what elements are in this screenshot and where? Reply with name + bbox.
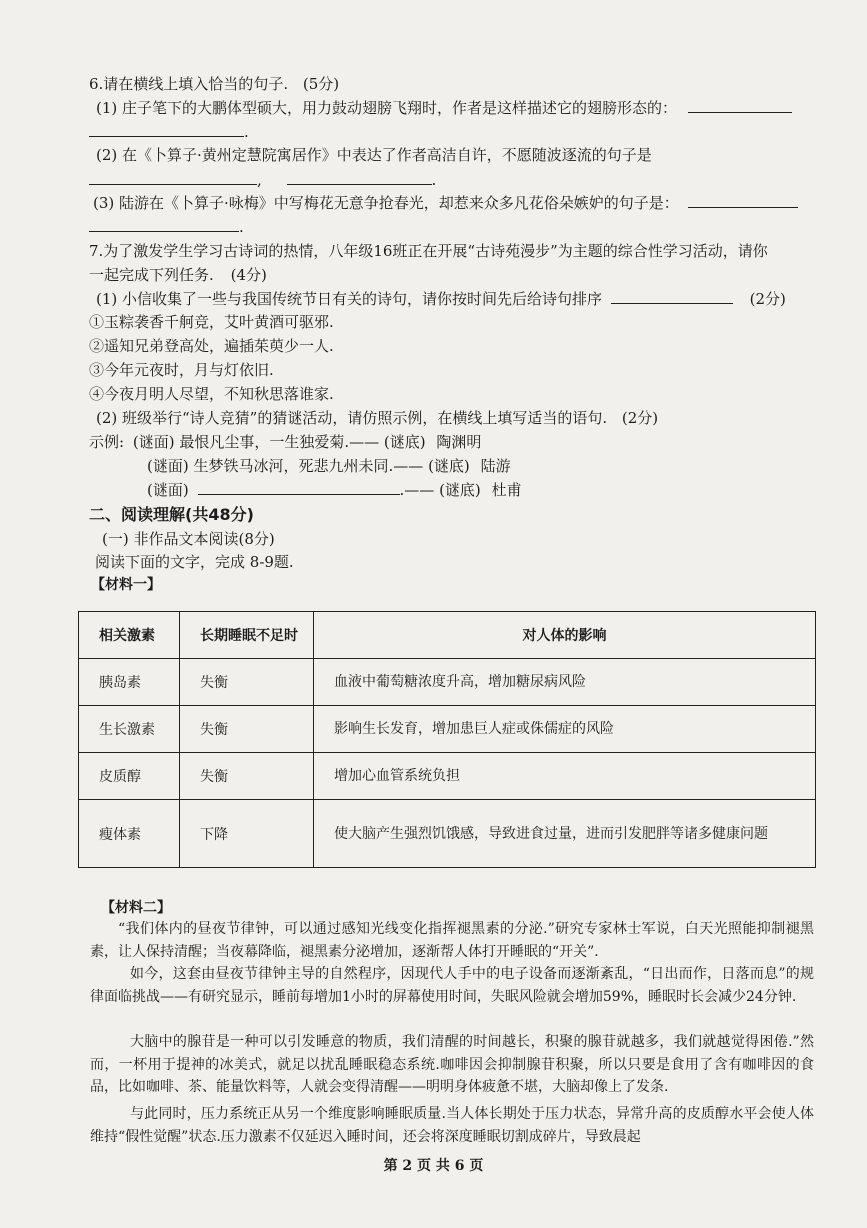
riddle-answer-label: (谜底)	[428, 457, 470, 475]
riddle-question-label: (谜面)	[132, 433, 175, 451]
answer-blank[interactable]	[198, 480, 400, 495]
material-two-label: 【材料二】	[101, 900, 171, 916]
riddle-answer: 杜甫	[491, 481, 522, 499]
riddle-question-label: (谜面)	[147, 481, 189, 499]
q7-score: (4分)	[230, 266, 267, 284]
q6-part1-text: (1) 庄子笔下的大鹏体型硕大，用力鼓动翅膀飞翔时，作者是这样描述它的翅膀形态的：	[96, 99, 678, 117]
table-header: 长期睡眠不足时	[180, 612, 314, 659]
answer-blank[interactable]	[688, 193, 798, 208]
example-label: 示例:	[89, 433, 125, 451]
table-row	[79, 800, 816, 868]
table-header: 相关激素	[79, 612, 180, 659]
q6-part2-blanks: , .	[89, 170, 436, 190]
option-1: ①玉粽袭香千舸竞，艾叶黄酒可驱邪.	[89, 313, 334, 331]
body-paragraph: 如今，这套由昼夜节律钟主导的自然程序，因现代人手中的电子设备而逐渐紊乱，“日出而作，日落而息”的规律面临挑战——有研究显示，睡前每增加1小时的屏幕使用时间，失眠风险就会增加59%，睡眠时长会减少24分钟.	[90, 966, 814, 1005]
table-cell: 胰岛素	[79, 659, 180, 706]
q6-score: (5分)	[302, 75, 340, 93]
table-row	[79, 753, 816, 800]
riddle-example-2	[147, 456, 511, 476]
q7-part1-text: (1) 小信收集了一些与我国传统节日有关的诗句，请你按时间先后给诗句排序	[96, 290, 603, 308]
q6-part2	[96, 145, 652, 165]
table-cell: 血液中葡萄糖浓度升高，增加糖尿病风险	[314, 659, 816, 706]
option-4: ④今夜月明人尽望，不知秋思落谁家.	[89, 385, 334, 403]
riddle-question-label: (谜面)	[147, 457, 189, 475]
q7-stem-text-2: 一起完成下列任务.	[89, 266, 214, 284]
material-one-label: 【材料一】	[91, 577, 161, 593]
table-row	[79, 659, 816, 706]
table-cell: 增加心血管系统负担	[314, 753, 816, 800]
body-paragraph: 与此同时，压力系统正从另一个维度影响睡眠质量.当人体长期处于压力状态，异常升高的皮质醇水平会使人体维持“假性觉醒”状态.压力激素不仅延迟入睡时间，还会将深度睡眠切割成碎片，导致晨起	[90, 1106, 814, 1145]
riddle-example-1	[89, 432, 481, 452]
riddle-task	[147, 480, 522, 500]
table-cell: 失衡	[180, 706, 314, 753]
q6-part1-cont: .	[89, 122, 249, 142]
q7-part2	[96, 408, 658, 428]
table-row	[79, 706, 816, 753]
q6-part2-text: (2) 在《卜算子·黄州定慧院寓居作》中表达了作者高洁自许，不愿随波逐流的句子是	[96, 146, 652, 164]
answer-blank[interactable]	[89, 122, 244, 137]
riddle-answer: 陶渊明	[436, 433, 482, 451]
subsection-title: (一) 非作品文本阅读(8分)	[102, 530, 275, 548]
table-header: 对人体的影响	[314, 612, 816, 659]
body-paragraph: “我们体内的昼夜节律钟，可以通过感知光线变化指挥褪黑素的分泌.”研究专家林士军说，白天光照能抑制褪黑素，让人保持清醒；当夜幕降临，褪黑素分泌增加，逐渐帮人体打开睡眠的“开关”.	[90, 921, 814, 960]
option-3: ③今年元夜时，月与灯依旧.	[89, 361, 274, 379]
table-cell: 下降	[180, 800, 314, 868]
table-cell: 皮质醇	[79, 753, 180, 800]
reading-instruction: 阅读下面的文字，完成 8-9题.	[95, 553, 294, 571]
riddle-answer: 陆游	[480, 457, 511, 475]
q6-stem	[89, 74, 339, 94]
q7-part2-score: (2分)	[621, 409, 659, 427]
answer-blank[interactable]	[287, 170, 432, 185]
section-title: 二、阅读理解(共48分)	[89, 505, 254, 524]
answer-blank[interactable]	[688, 98, 792, 113]
option-2: ②遥知兄弟登高处，遍插茱萸少一人.	[89, 337, 334, 355]
table-cell: 瘦体素	[79, 800, 180, 868]
q7-stem-line1	[89, 241, 768, 261]
riddle-text: 生梦铁马冰河，死悲九州未同.——	[193, 457, 424, 475]
riddle-answer-label: (谜底)	[439, 481, 481, 499]
q6-part3	[93, 193, 798, 213]
q7-stem-line2	[89, 265, 267, 285]
answer-blank[interactable]	[611, 289, 733, 304]
q6-stem-text: 6.请在横线上填入恰当的句子.	[89, 75, 289, 93]
table-cell: 影响生长发育，增加患巨人症或侏儒症的风险	[314, 706, 816, 753]
q7-stem-text: 7.为了激发学生学习古诗词的热情，八年级16班正在开展“古诗苑漫步”为主题的综合性学习活动，请你	[89, 242, 768, 260]
page-footer: 第 2 页 共 6 页	[383, 1158, 484, 1174]
answer-blank[interactable]	[89, 217, 239, 232]
riddle-text: 最恨凡尘事，一生独爱菊.——	[179, 433, 380, 451]
q6-part3-cont: .	[89, 217, 244, 237]
table-header-row	[79, 612, 816, 659]
table-cell: 失衡	[180, 753, 314, 800]
table-cell: 生长激素	[79, 706, 180, 753]
table-cell: 失衡	[180, 659, 314, 706]
q6-part3-text: (3) 陆游在《卜算子·咏梅》中写梅花无意争抢春光，却惹来众多凡花俗朵嫉妒的句子是：	[93, 194, 679, 212]
riddle-answer-label: (谜底)	[383, 433, 426, 451]
hormone-table	[78, 611, 816, 868]
table-cell: 使大脑产生强烈饥饿感，导致进食过量，进而引发肥胖等诸多健康问题	[314, 800, 816, 868]
q7-part1-score: (2分)	[749, 290, 786, 308]
q7-part2-text: (2) 班级举行“诗人竞猜”的猜谜活动，请仿照示例，在横线上填写适当的语句.	[96, 409, 608, 427]
riddle-dash: .——	[399, 481, 435, 499]
body-paragraph: 大脑中的腺苷是一种可以引发睡意的物质，我们清醒的时间越长，积聚的腺苷就越多，我们就越觉得困倦.”然而，一杯用于提神的冰美式，就足以扰乱睡眠稳态系统.咖啡因会抑制腺苷积聚，所以只要是食用了含有咖啡因的食品，比如咖啡、茶、能量饮料等，人就会变得清醒——明明身体疲惫不堪，大脑却像上了发条.	[90, 1034, 814, 1095]
answer-blank[interactable]	[89, 170, 257, 185]
q7-part1	[96, 289, 786, 309]
q6-part1	[96, 98, 792, 118]
